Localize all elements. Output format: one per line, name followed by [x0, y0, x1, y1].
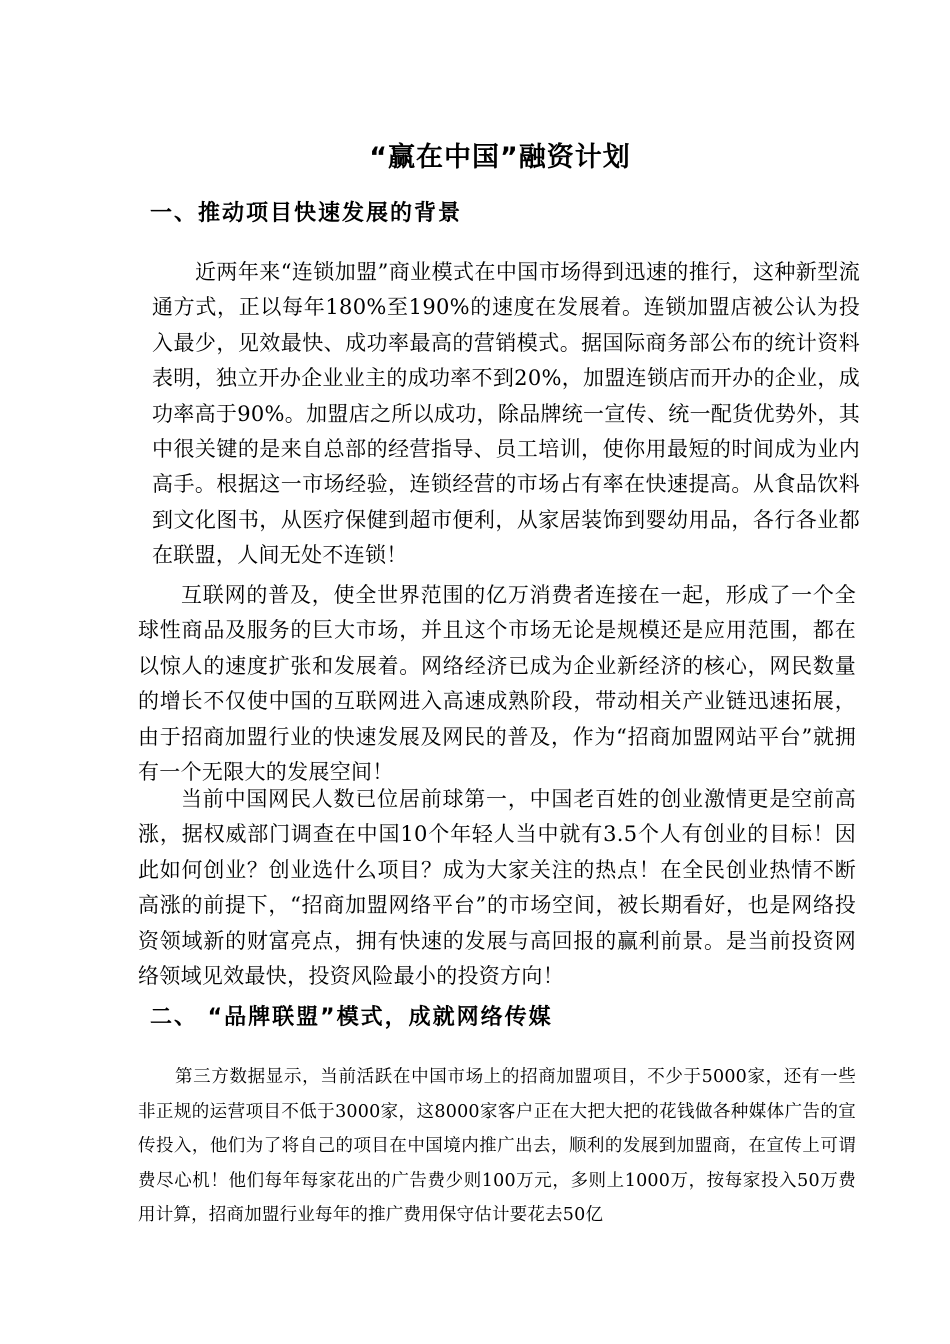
document-title: “赢在中国”融资计划 — [369, 142, 631, 173]
paragraph-internet-market: 互联网的普及，使全世界范围的亿万消费者连接在一起，形成了一个全球性商品及服务的巨大市场，并且这个市场无论是规模还是应用范围，都在以惊人的速度扩张和发展着。网络经济已成为企业新经济的核心，网民数量的增长不仅使中国的互联网进入高速成熟阶段，带动相关产业链迅速拓展，由于招商加盟行业的快速发展及网民的普及，作为“招商加盟网站平台”就拥有一个无限大的发展空间！ — [138, 583, 856, 785]
paragraph-entrepreneurship: 当前中国网民人数已位居前球第一，中国老百姓的创业激情更是空前高涨，据权威部门调查在中国10个年轻人当中就有3.5个人有创业的目标！因此如何创业？创业选什么项目？成为大家关注的热点！在全民创业热情不断高涨的前提下，“招商加盟网络平台”的市场空间，被长期看好，也是网络投资领域新的财富亮点，拥有快速的发展与高回报的赢利前景。是当前投资网络领域见效最快，投资风险最小的投资方向！ — [138, 787, 856, 989]
paragraph-third-party-data: 第三方数据显示，当前活跃在中国市场上的招商加盟项目，不少于5000家，还有一些非正规的运营项目不低于3000家，这8000家客户正在大把大把的花钱做各种媒体广告的宣传投入，他们为了将自己的项目在中国境内推广出去，顺利的发展到加盟商，在宣传上可谓费尽心机！他们每年每家花出的广告费少则100万元，多则上1000万，按每家投入50万费用计算，招商加盟行业每年的推广费用保守估计要花去50亿 — [138, 1067, 856, 1226]
section-heading-brand-alliance: 二、 “品牌联盟”模式，成就网络传媒 — [150, 1005, 553, 1030]
paragraph-franchise-model: 近两年来“连锁加盟”商业模式在中国市场得到迅速的推行，这种新型流通方式，正以每年180%至190%的速度在发展着。连锁加盟店被公认为投入最少，见效最快、成功率最高的营销模式。据国际商务部公布的统计资料表明，独立开办企业业主的成功率不到20%，加盟连锁店而开办的企业，成功率高于90%。加盟店之所以成功，除品牌统一宣传、统一配货优势外，其中很关键的是来自总部的经营指导、员工培训，使你用最短的时间成为业内高手。根据这一市场经验，连锁经营的市场占有率在快速提高。从食品饮料到文化图书，从医疗保健到超市便利，从家居装饰到婴幼用品，各行各业都在联盟，人间无处不连锁！ — [152, 260, 860, 568]
section-heading-background: 一、推动项目快速发展的背景 — [150, 201, 463, 226]
